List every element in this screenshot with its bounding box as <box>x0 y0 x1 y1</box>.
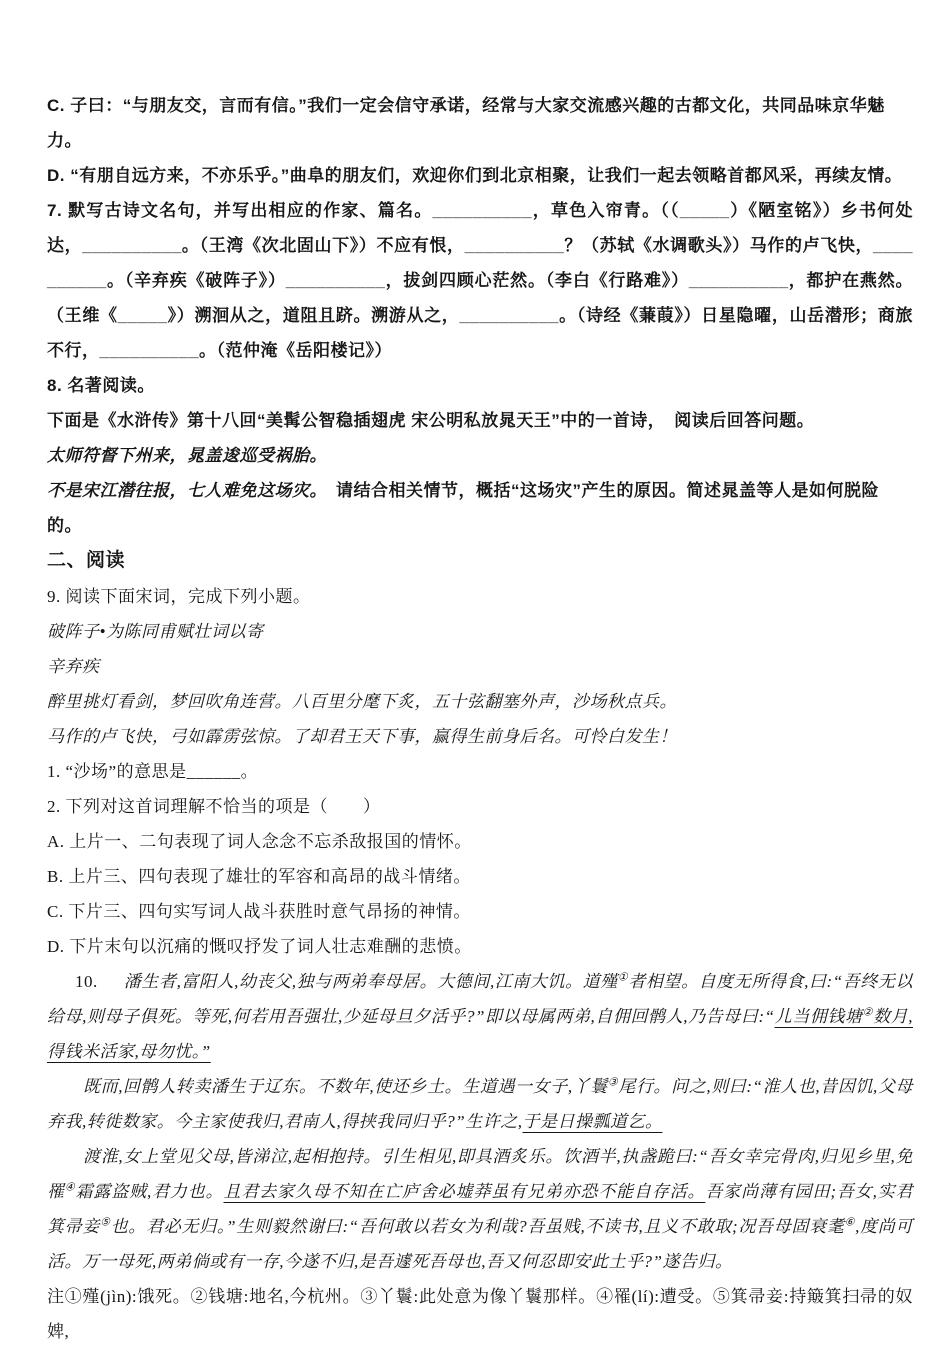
q10-paragraph-2 <box>47 1069 913 1139</box>
q10-note-ref-5: ⑤ <box>100 1216 111 1229</box>
q9-choice-c: C. 下片三、四句实写词人战斗获胜时意气昂扬的神情。 <box>47 902 471 921</box>
q10-p1-text-1: 潘生者,富阳人,幼丧父,独与两弟奉母居。大德间,江南大饥。道殣 <box>123 972 618 991</box>
q9-subquestion-2: 2. 下列对这首词理解不恰当的项是（ ） <box>47 797 381 816</box>
q10-note-ref-3: ③ <box>607 1076 619 1089</box>
q8-intro: 下面是《水浒传》第十八回“美髯公智稳插翅虎 宋公明私放晁天王”中的一首诗， 阅读后回答问题。 <box>47 411 815 430</box>
q10-p3-text-4: 也。君必无归。”生则毅然谢曰:“吾何敢以若女为利哉?吾虽贱,不读书,且义不敢取;况吾母固衰耄 <box>110 1217 845 1236</box>
q10-note-ref-4: ④ <box>64 1181 76 1194</box>
q9-subquestion-1: 1. “沙场”的意思是______。 <box>47 762 259 781</box>
q10-note-ref-1: ① <box>617 971 629 984</box>
q10-p3-text-2: 霜露盗贼,君力也。 <box>75 1182 224 1201</box>
q10-p2-text-1: 既而,回鹘人转卖潘生于辽东。不数年,使还乡土。生道遇一女子,丫鬟 <box>83 1077 608 1096</box>
q10-paragraph-1 <box>47 964 913 1069</box>
q10-p1-text-2: 者相望。自度无所得食,曰:“吾终无以给母,则母子俱死。等死,何若用吾强壮,少延母旦夕活乎?”即以母属两弟,自佣回鹘人,乃告母曰:“ <box>47 972 913 1026</box>
q10-paragraph-3 <box>47 1139 913 1279</box>
q10-note-ref-2: ② <box>862 1006 874 1019</box>
q7-recitation-text: 7. 默写古诗文名句，并写出相应的作家、篇名。__________，草色入帘青。（（_____）《陋室铭》）乡书何处达，__________。（王湾《次北固山下》）不应有恨，__________？（苏轼《水调歌头》）马作的卢飞快，__________。（辛弃疾《破阵子》）__________，拔剑四顾心茫然。（李白《行路难》）__________，都护在燕然。（王维《_____》）溯洄从之，道阻且跻。溯游从之，__________。（诗经《蒹葭》）日星隐曜，山岳潜形；商旅不行，__________。（范仲淹《岳阳楼记》） <box>47 201 913 360</box>
q9-choice-d: D. 下片末句以沉痛的慨叹抒发了词人壮志难酬的悲愤。 <box>47 937 472 956</box>
q10-p3-text-3: 吾家尚薄有园田;吾女,实君箕帚妾 <box>47 1182 914 1236</box>
q9-poem-title: 破阵子•为陈同甫赋壮词以寄 <box>47 622 264 641</box>
q9-choice-b: B. 上片三、四句表现了雄壮的军容和高昂的战斗情绪。 <box>47 867 471 886</box>
q10-underlined-phrase-3: 且君去家久母不知在亡庐舍必墟莽虽有兄弟亦恐不能自存活。 <box>223 1182 706 1201</box>
q10-note-ref-6: ⑥ <box>844 1216 856 1229</box>
q10-p3-text-1: 渡淮,女上堂见父母,皆涕泣,起相抱持。引生相见,即具酒炙乐。饮酒半,执盏跪曰:“吾女幸完骨肉,归见乡里,免罹 <box>47 1147 913 1201</box>
option-c-line: C. 子曰：“与朋友交，言而有信。”我们一定会信守承诺，经常与大家交流感兴趣的古都文化，共同品味京华魅力。 <box>47 96 885 150</box>
option-d-line: D. “有朋自远方来，不亦乐乎。”曲阜的朋友们，欢迎你们到北京相聚，让我们一起去领略首都风采，再续友情。 <box>47 166 903 185</box>
q9-choice-a: A. 上片一、二句表现了词人念念不忘杀敌报国的情怀。 <box>47 832 472 851</box>
q8-poem-line-2: 不是宋江潜往报，七人难免这场灾。 <box>47 481 319 500</box>
section-2-heading: 二、阅读 <box>47 550 126 571</box>
q10-p1-underline-a: 儿当佣钱塘 <box>774 1007 863 1026</box>
q10-p1-underline-b: 数月,得钱米活家,母勿忧。” <box>47 1007 913 1061</box>
q10-underlined-phrase-2: 于是日操瓢道乞。 <box>522 1112 663 1131</box>
q10-p2-text-2: 尾行。问之,则曰:“淮人也,昔因饥,父母弃我,转徙数家。今主家使我归,君南人,得挟我同归乎?”生许之, <box>47 1077 913 1131</box>
q9-poet-name: 辛弃疾 <box>47 657 100 676</box>
q10-footnotes: 注①殣(jìn):饿死。②钱塘:地名,今杭州。③丫鬟:此处意为像丫鬟那样。④罹(lí):遭受。⑤箕帚妾:持簸箕扫帚的奴婢, <box>47 1287 913 1341</box>
q9-stanza-1: 醉里挑灯看剑，梦回吹角连营。八百里分麾下炙，五十弦翻塞外声，沙场秋点兵。 <box>47 692 677 711</box>
q10-number: 10. <box>75 972 98 991</box>
q10-p3-text-5: ,度尚可活。万一母死,两弟倘或有一存,今遂不归,是吾遽死吾母也,吾又何忍即安此土乎?”遂告归。 <box>47 1217 913 1271</box>
q8-poem-line-2-and-question <box>47 473 913 543</box>
q9-stanza-2: 马作的卢飞快，弓如霹雳弦惊。了却君王天下事，赢得生前身后名。可怜白发生！ <box>47 727 677 746</box>
q8-poem-line-1: 太师符督下州来，晁盖逡巡受祸胎。 <box>47 446 327 465</box>
q8-title: 8. 名著阅读。 <box>47 376 155 395</box>
q8-question: 请结合相关情节，概括“这场灾”产生的原因。简述晁盖等人是如何脱险的。 <box>47 481 879 535</box>
q9-intro: 9. 阅读下面宋词，完成下列小题。 <box>47 587 311 606</box>
